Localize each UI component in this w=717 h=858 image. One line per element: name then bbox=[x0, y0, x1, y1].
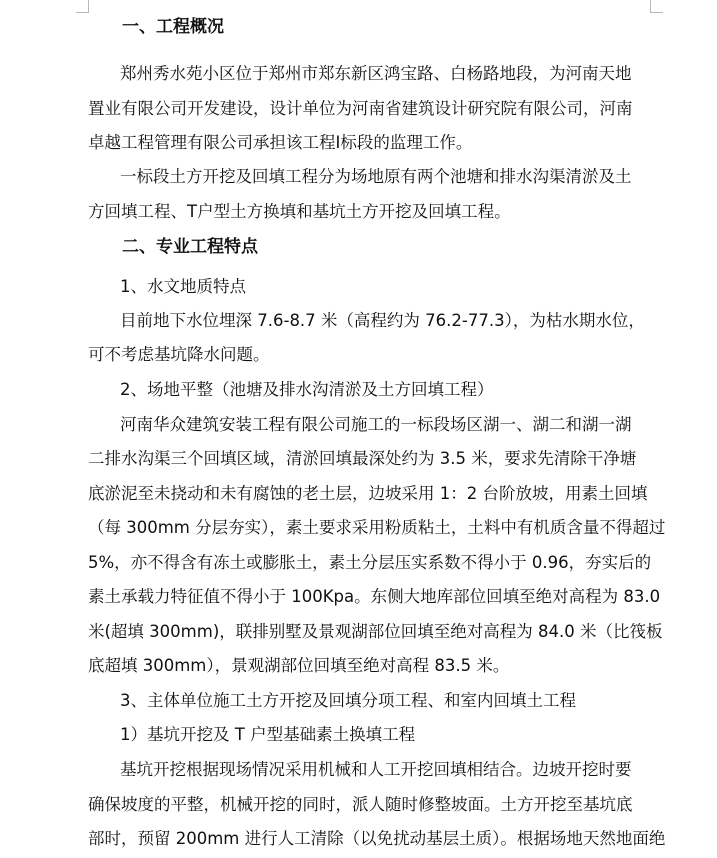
paragraph-line: 确保坡度的平整，机械开挖的同时，派人随时修整坡面。土方开挖至基坑底 bbox=[88, 795, 633, 814]
paragraph-line: 二排水沟渠三个回填区域，清淤回填最深处约为 3.5 米，要求先清除干净塘 bbox=[88, 449, 637, 468]
paragraph-line: 可不考虑基坑降水问题。 bbox=[88, 345, 270, 364]
paragraph-line: 卓越工程管理有限公司承担该工程Ⅰ标段的监理工作。 bbox=[88, 133, 473, 152]
page-corner-mark bbox=[650, 0, 663, 13]
paragraph-line: 5%，亦不得含有冻土或膨胀土，素土分层压实系数不得小于 0.96，夯实后的 bbox=[88, 553, 652, 572]
subheading: 2、场地平整（池塘及排水沟清淤及土方回填工程） bbox=[120, 380, 494, 399]
subheading: 1、水文地质特点 bbox=[120, 277, 246, 296]
paragraph-line: 素土承载力特征值不得小于 100Kpa。东侧大地库部位回填至绝对高程为 83.0 bbox=[88, 587, 661, 606]
paragraph-line: 郑州秀水苑小区位于郑州市郑东新区鸿宝路、白杨路地段，为河南天地 bbox=[120, 64, 632, 83]
subheading: 3、主体单位施工土方开挖及回填分项工程、和室内回填土工程 bbox=[120, 691, 576, 710]
paragraph-line: 目前地下水位埋深 7.6-8.7 米（高程约为 76.2-77.3），为枯水期水位， bbox=[120, 311, 645, 330]
subheading: 1）基坑开挖及 T 户型基础素土换填工程 bbox=[120, 725, 416, 744]
paragraph-line: 底淤泥至未挠动和未有腐蚀的老土层，边坡采用 1：2 台阶放坡，用素土回填 bbox=[88, 484, 648, 503]
section-heading: 二、专业工程特点 bbox=[122, 237, 258, 257]
paragraph-line: 方回填工程、T户型土方换填和基坑土方开挖及回填工程。 bbox=[88, 202, 511, 221]
paragraph-line: 底超填 300mm），景观湖部位回填至绝对高程 83.5 米。 bbox=[88, 656, 510, 675]
paragraph-line: （每 300mm 分层夯实），素土要求采用粉质粘土，土料中有机质含量不得超过 bbox=[88, 518, 666, 537]
paragraph-line: 部时，预留 200mm 进行人工清除（以免扰动基层土质）。根据场地天然地面绝 bbox=[88, 829, 666, 848]
section-heading: 一、工程概况 bbox=[122, 17, 224, 37]
paragraph-line: 置业有限公司开发建设，设计单位为河南省建筑设计研究院有限公司，河南 bbox=[88, 99, 633, 118]
page-corner-mark bbox=[76, 0, 89, 13]
paragraph-line: 基坑开挖根据现场情况采用机械和人工开挖回填相结合。边坡开挖时要 bbox=[120, 760, 632, 779]
paragraph-line: 米(超填 300mm)，联排别墅及景观湖部位回填至绝对高程为 84.0 米（比筏板 bbox=[88, 622, 663, 641]
paragraph-line: 一标段土方开挖及回填工程分为场地原有两个池塘和排水沟渠清淤及土 bbox=[120, 167, 632, 186]
paragraph-line: 河南华众建筑安装工程有限公司施工的一标段场区湖一、湖二和湖一湖 bbox=[120, 415, 632, 434]
